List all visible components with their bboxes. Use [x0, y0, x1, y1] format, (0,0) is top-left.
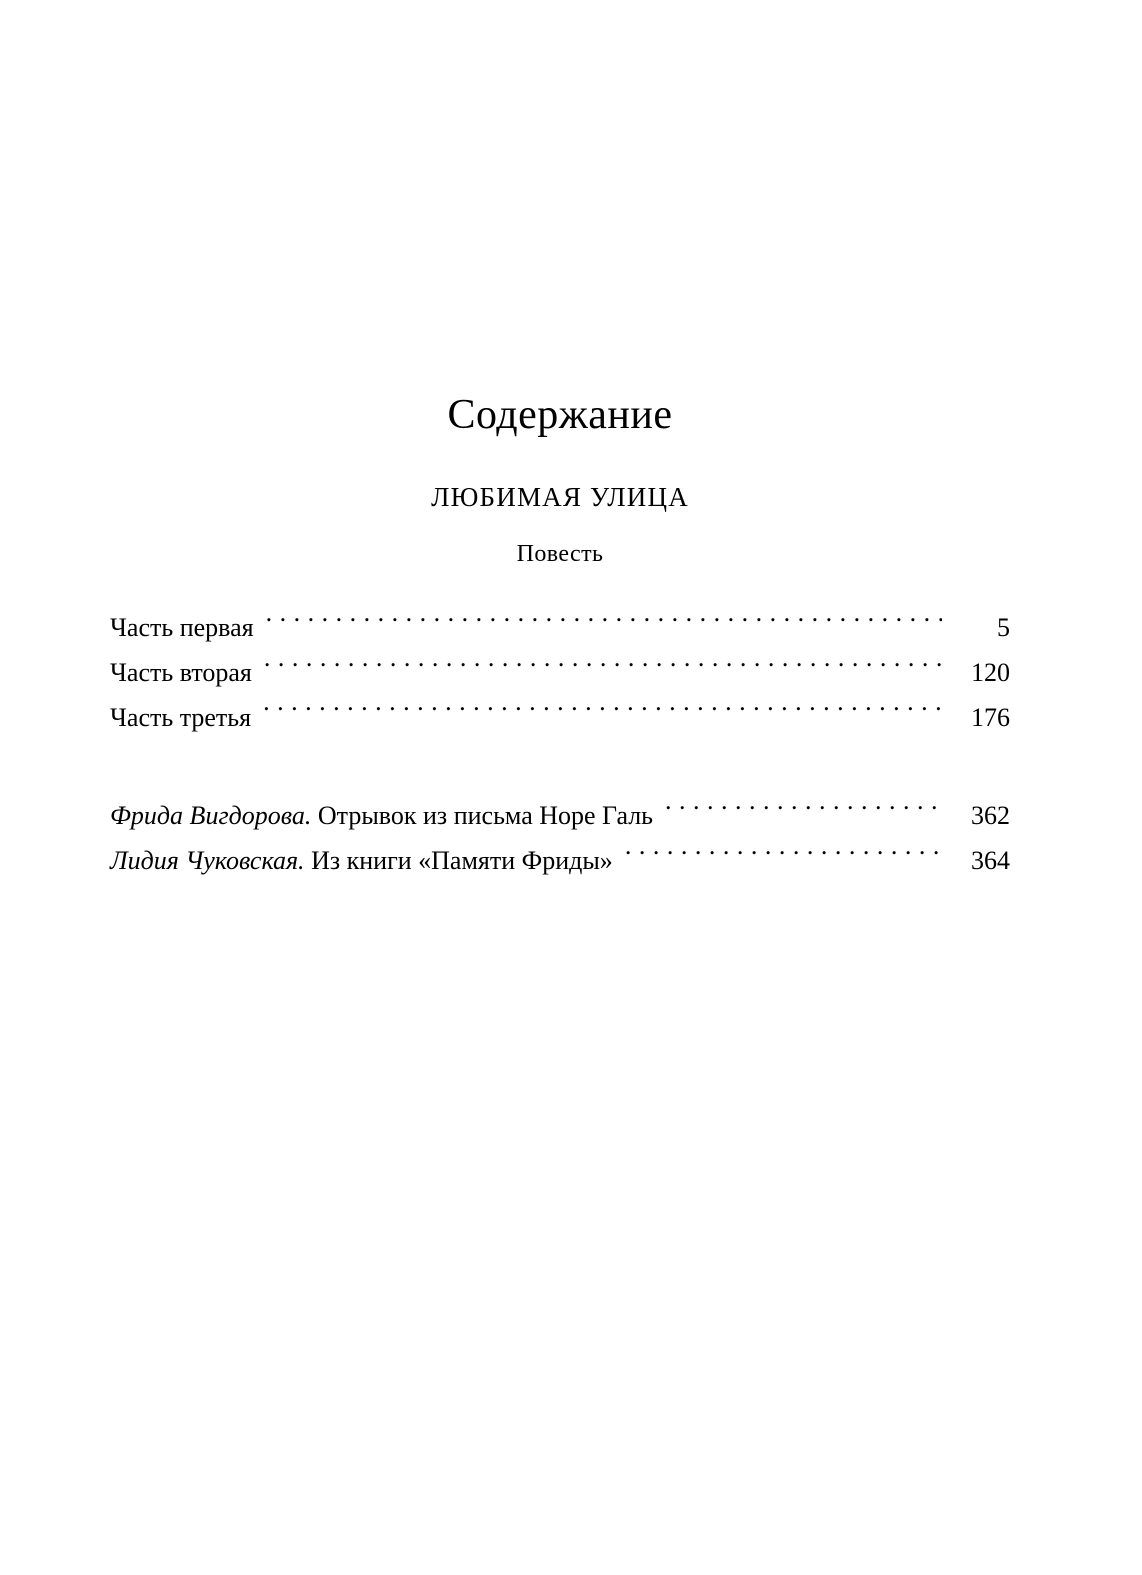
toc-entry[interactable] — [110, 651, 1010, 696]
toc-entry-page: 364 — [971, 846, 1010, 876]
work-subtitle: Повесть — [516, 541, 604, 568]
toc-leader-dots — [264, 655, 942, 681]
toc-entry-title: Из книги «Памяти Фриды» — [304, 846, 613, 876]
toc-entry[interactable] — [110, 606, 1010, 651]
table-of-contents — [110, 0, 1010, 884]
toc-entry[interactable] — [110, 696, 1010, 741]
toc-entry-label: Часть первая — [110, 613, 254, 643]
page-title: Содержание — [447, 392, 673, 438]
toc-leader-dots — [263, 700, 942, 726]
toc-entry-label: Часть вторая — [110, 657, 252, 687]
toc-entry-label — [110, 839, 621, 884]
toc-appendix-group — [110, 794, 1010, 883]
toc-leader-dots — [266, 610, 942, 636]
toc-leader-dots — [665, 798, 942, 824]
toc-entry-label — [110, 794, 661, 839]
toc-entry-page: 120 — [971, 657, 1010, 687]
toc-entry-page: 176 — [971, 702, 1010, 732]
toc-entry-page: 5 — [997, 613, 1010, 643]
work-title: ЛЮБИМАЯ УЛИЦА — [431, 482, 689, 513]
toc-entry-author: Фрида Вигдорова. — [110, 801, 312, 831]
toc-entry[interactable] — [110, 794, 1010, 839]
toc-entry-label: Часть третья — [110, 702, 252, 732]
toc-entry-author: Лидия Чуковская. — [110, 846, 305, 876]
toc-parts-group — [110, 606, 1010, 740]
toc-leader-dots — [625, 843, 942, 869]
toc-entry[interactable] — [110, 839, 1010, 884]
toc-entry-title: Отрывок из письма Норе Галь — [311, 801, 654, 831]
toc-entry-page: 362 — [971, 801, 1010, 831]
